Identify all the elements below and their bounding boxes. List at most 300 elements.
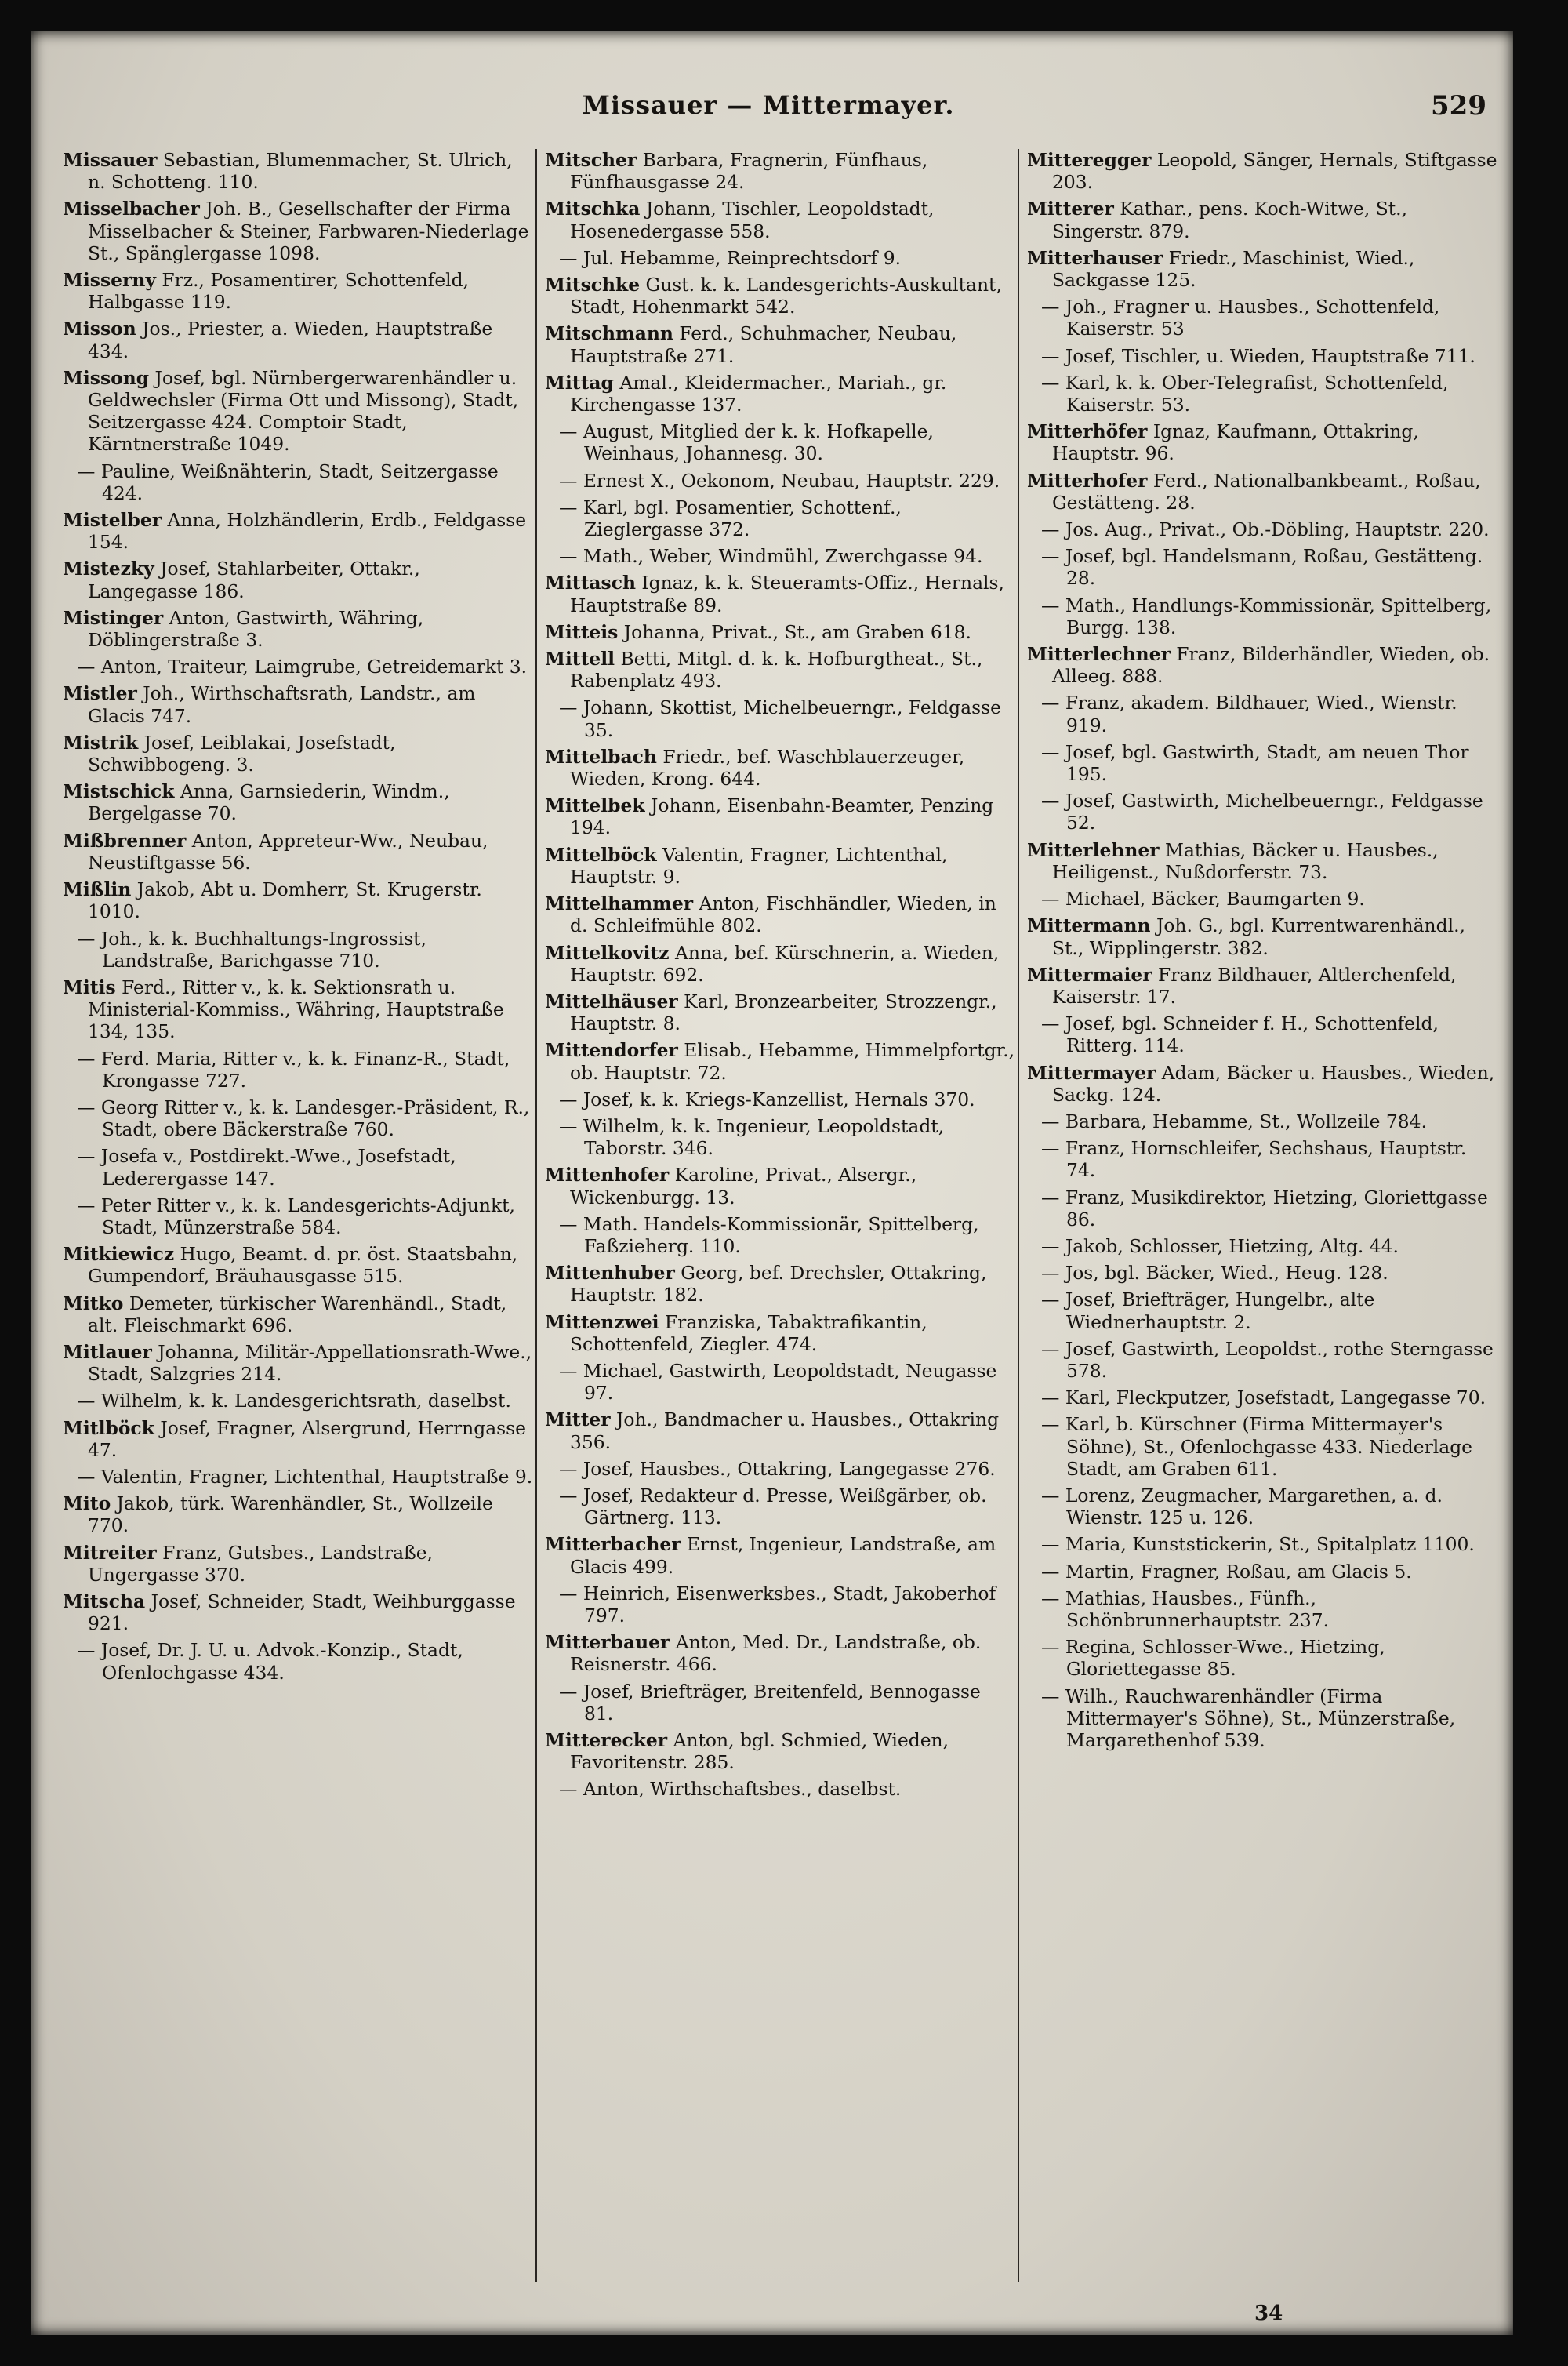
- entry-details: Anton, Fischhändler, Wieden, in d. Schleifmühle 802.: [570, 892, 996, 937]
- directory-entry: [63, 1492, 533, 1536]
- entry-details: Math. Handels-Kommissionär, Spittelberg, Faßzieherg. 110.: [583, 1212, 979, 1257]
- column-middle: [545, 149, 1015, 2193]
- entry-details: Gust. k. k. Landesgerichts-Auskultant, Stadt, Hohenmarkt 542.: [570, 274, 1002, 318]
- entry-details: Anton, Med. Dr., Landstraße, ob. Reisnerstr. 466.: [570, 1631, 982, 1676]
- entry-dash: —: [1041, 1560, 1060, 1583]
- entry-details: Karoline, Privat., Alsergr., Wickenburgg. 13.: [570, 1164, 917, 1208]
- directory-entry: [63, 1466, 533, 1488]
- entry-details: Jakob, Abt u. Domherr, St. Krugerstr. 1010.: [88, 878, 482, 923]
- entry-surname: Mitscher: [545, 149, 637, 171]
- entry-details: Regina, Schlosser-Wwe., Hietzing, Gloriettegasse 85.: [1065, 1636, 1385, 1681]
- directory-entry: [1027, 149, 1497, 193]
- entry-surname: Mittenhofer: [545, 1164, 670, 1187]
- directory-entry: [1027, 345, 1497, 367]
- entry-surname: Mittelhäuser: [545, 990, 678, 1012]
- directory-entry: [1027, 839, 1497, 883]
- entry-details: Adam, Bäcker u. Hausbes., Wieden, Sackg. 124.: [1052, 1061, 1495, 1106]
- directory-entry: [63, 1243, 533, 1287]
- directory-entry: [1027, 790, 1497, 834]
- directory-entry: [545, 1089, 1015, 1110]
- directory-entry: [545, 149, 1015, 193]
- entry-details: Josef, bgl. Nürnbergerwarenhändler u. Geldwechsler (Firma Ott und Missong), Stadt, Seitzergasse 424. Comptoir Stadt, Kärntnerstraße 1049.: [88, 366, 519, 456]
- entry-details: Josef, Briefträger, Hungelbr., alte Wiednerhauptstr. 2.: [1065, 1288, 1375, 1333]
- directory-entry: [63, 1639, 533, 1683]
- entry-details: Friedr., bef. Waschblauerzeuger, Wieden, Krong. 644.: [570, 745, 965, 790]
- directory-entry: [1027, 1110, 1497, 1132]
- directory-entry: [63, 1542, 533, 1586]
- directory-entry: [63, 1417, 533, 1461]
- entry-details: Peter Ritter v., k. k. Landesgerichts-Adjunkt, Stadt, Münzerstraße 584.: [100, 1194, 515, 1238]
- entry-details: Barbara, Hebamme, St., Wollzeile 784.: [1065, 1110, 1428, 1132]
- directory-entry: [1027, 1387, 1497, 1408]
- directory-entry: [1027, 470, 1497, 514]
- entry-details: Georg, bef. Drechsler, Ottakring, Hauptstr. 182.: [570, 1262, 987, 1307]
- entry-details: Josef, Stahlarbeiter, Ottakr., Langegasse 186.: [88, 558, 420, 602]
- entry-details: Karl, k. k. Ober-Telegrafist, Schottenfeld, Kaiserstr. 53.: [1065, 371, 1449, 416]
- entry-surname: Misselbacher: [63, 198, 200, 220]
- entry-details: Martin, Fragner, Roßau, am Glacis 5.: [1065, 1560, 1412, 1583]
- entry-details: Anna, Garnsiederin, Windm., Bergelgasse 70.: [88, 780, 450, 825]
- page-number: 529: [1431, 90, 1486, 122]
- directory-entry: [545, 496, 1015, 540]
- entry-details: Ernst, Ingenieur, Landstraße, am Glacis 499.: [570, 1533, 996, 1578]
- directory-entry: [63, 1590, 533, 1634]
- entry-details: Anton, Wirthschaftsbes., daselbst.: [583, 1778, 902, 1801]
- directory-entry: [63, 318, 533, 362]
- directory-entry: [63, 928, 533, 972]
- entry-dash: —: [1041, 296, 1060, 318]
- entry-surname: Missauer: [63, 149, 158, 171]
- directory-entry: [63, 367, 533, 456]
- entry-details: Betti, Mitgl. d. k. k. Hofburgtheat., St., Rabenplatz 493.: [570, 648, 983, 692]
- entry-details: Karl, Fleckputzer, Josefstadt, Langegasse 70.: [1065, 1387, 1486, 1409]
- entry-surname: Mistezky: [63, 558, 154, 580]
- entry-dash: —: [559, 1582, 578, 1605]
- entry-surname: Mitterlehner: [1027, 838, 1160, 861]
- entry-surname: Mitterhöfer: [1027, 420, 1148, 443]
- entry-details: Josef, bgl. Handelsmann, Roßau, Gestätteng. 28.: [1065, 545, 1483, 590]
- entry-surname: Mißlin: [63, 878, 132, 901]
- entry-details: Josef, Schneider, Stadt, Weihburggasse 921.: [88, 1590, 516, 1635]
- entry-dash: —: [1041, 1110, 1060, 1132]
- entry-details: Franz, Gutsbes., Landstraße, Ungergasse 370.: [88, 1541, 433, 1586]
- entry-dash: —: [77, 1047, 96, 1070]
- directory-entry: [63, 1390, 533, 1412]
- entry-dash: —: [1041, 1012, 1060, 1035]
- entry-details: Michael, Bäcker, Baumgarten 9.: [1065, 888, 1365, 910]
- directory-page: [31, 31, 1513, 2335]
- entry-surname: Mitreiter: [63, 1541, 157, 1564]
- directory-entry: [545, 247, 1015, 269]
- directory-entry: [545, 545, 1015, 567]
- entry-details: Joh. B., Gesellschafter der Firma Misselbacher & Steiner, Farbwaren-Niederlage St., Spänglergasse 1098.: [88, 198, 529, 264]
- entry-dash: —: [1041, 740, 1060, 763]
- entry-details: Anna, Holzhändlerin, Erdb., Feldgasse 154.: [88, 509, 527, 554]
- entry-details: Elisab., Hebamme, Himmelpfortgr., ob. Hauptstr. 72.: [570, 1039, 1015, 1084]
- entry-dash: —: [1041, 1685, 1060, 1707]
- entry-details: Friedr., Maschinist, Wied., Sackgasse 125.: [1052, 246, 1415, 292]
- entry-details: Johann, Tischler, Leopoldstadt, Hosenedergasse 558.: [570, 198, 935, 242]
- entry-surname: Mitterbauer: [545, 1631, 670, 1654]
- entry-details: Wilh., Rauchwarenhändler (Firma Mittermayer's Söhne), St., Münzerstraße, Margarethenhof 539.: [1065, 1685, 1456, 1751]
- directory-entry: [1027, 518, 1497, 540]
- directory-entry: [63, 198, 533, 264]
- directory-entry: [63, 976, 533, 1043]
- directory-entry: [1027, 1533, 1497, 1555]
- entry-details: Franz, Hornschleifer, Sechshaus, Hauptstr. 74.: [1065, 1137, 1467, 1182]
- directory-entry: [1027, 914, 1497, 958]
- directory-entry: [545, 746, 1015, 790]
- entry-dash: —: [559, 1778, 578, 1801]
- entry-dash: —: [77, 1465, 96, 1488]
- entry-dash: —: [1041, 1636, 1060, 1659]
- directory-entry: [63, 1048, 533, 1092]
- directory-entry: [1027, 296, 1497, 340]
- directory-entry: [63, 1292, 533, 1336]
- directory-entry: [1027, 1485, 1497, 1528]
- entry-dash: —: [559, 1088, 578, 1110]
- directory-entry: [63, 1194, 533, 1238]
- entry-dash: —: [1041, 1137, 1060, 1160]
- entry-details: Amal., Kleidermacher., Mariah., gr. Kirchengasse 137.: [570, 371, 947, 416]
- entry-details: August, Mitglied der k. k. Hofkapelle, Weinhaus, Johannesg. 30.: [583, 420, 934, 465]
- directory-entry: [1027, 1235, 1497, 1257]
- entry-details: Jos., Priester, a. Wieden, Hauptstraße 434.: [88, 318, 493, 362]
- entry-surname: Mitlauer: [63, 1340, 152, 1363]
- entry-details: Kathar., pens. Koch-Witwe, St., Singerstr. 879.: [1052, 198, 1408, 242]
- sheet-signature: 34: [1254, 2302, 1283, 2325]
- directory-entry: [1027, 198, 1497, 242]
- directory-entry: [63, 682, 533, 726]
- directory-entry: [1027, 594, 1497, 638]
- entry-surname: Mitis: [63, 976, 116, 998]
- directory-entry: [545, 1213, 1015, 1257]
- entry-dash: —: [1041, 1262, 1060, 1285]
- entry-dash: —: [559, 1484, 578, 1506]
- entry-surname: Mittasch: [545, 572, 636, 594]
- entry-dash: —: [1041, 1234, 1060, 1257]
- directory-entry: [1027, 1338, 1497, 1382]
- directory-entry: [1027, 247, 1497, 291]
- entry-surname: Missong: [63, 366, 150, 389]
- directory-entry: [545, 1583, 1015, 1626]
- entry-surname: Mittell: [545, 648, 615, 671]
- entry-details: Anton, bgl. Schmied, Wieden, Favoritenstr. 285.: [570, 1729, 949, 1774]
- entry-details: Wilhelm, k. k. Landesgerichtsrath, daselbst.: [100, 1390, 511, 1412]
- entry-dash: —: [1041, 790, 1060, 812]
- directory-entry: [63, 1096, 533, 1140]
- entry-details: Wilhelm, k. k. Ingenieur, Leopoldstadt, Taborstr. 346.: [583, 1114, 945, 1160]
- entry-details: Lorenz, Zeugmacher, Margarethen, a. d. Wienstr. 125 u. 126.: [1065, 1484, 1443, 1529]
- entry-surname: Mitterhofer: [1027, 469, 1148, 492]
- entry-surname: Mitko: [63, 1292, 124, 1314]
- directory-entry: [63, 607, 533, 651]
- entry-details: Josef, Redakteur d. Presse, Weißgärber, ob. Gärtnerg. 113.: [583, 1484, 987, 1529]
- directory-entry: [545, 470, 1015, 492]
- entry-details: Anton, Appreteur-Ww., Neubau, Neustiftgasse 56.: [88, 829, 488, 874]
- entry-surname: Mittag: [545, 371, 614, 394]
- column-divider: [535, 149, 537, 2282]
- entry-details: Jos, bgl. Bäcker, Wied., Heug. 128.: [1065, 1262, 1388, 1285]
- entry-details: Josef, Gastwirth, Leopoldst., rothe Sterngasse 578.: [1065, 1337, 1494, 1382]
- entry-details: Johanna, Privat., St., am Graben 618.: [623, 620, 971, 643]
- entry-details: Karl, Bronzearbeiter, Strozzengr., Hauptstr. 8.: [570, 990, 997, 1035]
- directory-entry: [545, 572, 1015, 616]
- entry-surname: Mitkiewicz: [63, 1243, 175, 1266]
- directory-entry: [63, 732, 533, 776]
- entry-dash: —: [1041, 1337, 1060, 1360]
- directory-entry: [545, 1485, 1015, 1528]
- entry-details: Joh., Wirthschaftsrath, Landstr., am Glacis 747.: [88, 682, 476, 727]
- entry-surname: Mitterer: [1027, 198, 1114, 220]
- entry-surname: Mittelhammer: [545, 892, 694, 915]
- entry-details: Josef, Leiblakai, Josefstadt, Schwibbogeng. 3.: [88, 731, 396, 776]
- entry-details: Jakob, türk. Warenhändler, St., Wollzeile 770.: [88, 1492, 493, 1537]
- entry-details: Sebastian, Blumenmacher, St. Ulrich, n. Schotteng. 110.: [88, 149, 513, 194]
- directory-entry: [545, 322, 1015, 366]
- directory-entry: [1027, 1587, 1497, 1631]
- directory-entry: [545, 1311, 1015, 1355]
- entry-details: Georg Ritter v., k. k. Landesger.-Präsident, R., Stadt, obere Bäckerstraße 760.: [100, 1096, 530, 1141]
- entry-details: Anton, Traiteur, Laimgrube, Getreidemarkt 3.: [100, 656, 528, 678]
- entry-dash: —: [559, 696, 578, 719]
- entry-surname: Mittendorfer: [545, 1039, 678, 1062]
- directory-entry: [545, 1533, 1015, 1577]
- entry-details: Mathias, Hausbes., Fünfh., Schönbrunnerhauptstr. 237.: [1065, 1586, 1330, 1631]
- entry-dash: —: [77, 927, 96, 950]
- entry-details: Mathias, Bäcker u. Hausbes., Heiligenst., Nußdorferstr. 73.: [1052, 838, 1439, 883]
- entry-surname: Mitschka: [545, 198, 641, 220]
- entry-details: Josef, Gastwirth, Michelbeuerngr., Feldgasse 52.: [1065, 790, 1483, 834]
- entry-details: Jul. Hebamme, Reinprechtsdorf 9.: [583, 246, 902, 269]
- entry-details: Franz Bildhauer, Altlerchenfeld, Kaiserstr. 17.: [1052, 963, 1457, 1008]
- entry-dash: —: [559, 420, 578, 443]
- entry-surname: Mittermann: [1027, 914, 1151, 937]
- entry-details: Josefa v., Postdirekt.-Wwe., Josefstadt, Lederergasse 147.: [100, 1145, 456, 1190]
- entry-dash: —: [1041, 344, 1060, 367]
- entry-details: Johann, Eisenbahn-Beamter, Penzing 194.: [570, 794, 994, 839]
- entry-surname: Mitlböck: [63, 1416, 154, 1439]
- entry-details: Ferd. Maria, Ritter v., k. k. Finanz-R., Stadt, Krongasse 727.: [100, 1047, 510, 1092]
- directory-entry: [1027, 1012, 1497, 1056]
- entry-details: Joh., k. k. Buchhaltungs-Ingrossist, Landstraße, Barichgasse 710.: [100, 927, 426, 972]
- directory-entry: [1027, 1062, 1497, 1106]
- entry-details: Valentin, Fragner, Lichtenthal, Hauptstr. 9.: [570, 843, 948, 888]
- directory-entry: [1027, 545, 1497, 589]
- entry-surname: Mittermayer: [1027, 1061, 1156, 1084]
- entry-details: Ignaz, Kaufmann, Ottakring, Hauptstr. 96.: [1052, 420, 1419, 465]
- entry-dash: —: [1041, 594, 1060, 616]
- entry-dash: —: [1041, 1186, 1060, 1208]
- directory-entry: [545, 1039, 1015, 1083]
- directory-entry: [1027, 420, 1497, 464]
- directory-entry: [1027, 1561, 1497, 1583]
- entry-details: Ernest X., Oekonom, Neubau, Hauptstr. 229.: [583, 469, 1000, 492]
- entry-surname: Mittelböck: [545, 843, 657, 866]
- entry-dash: —: [77, 1194, 96, 1216]
- entry-dash: —: [77, 1145, 96, 1168]
- entry-dash: —: [1041, 1533, 1060, 1556]
- entry-dash: —: [77, 1639, 96, 1662]
- entry-dash: —: [1041, 1484, 1060, 1506]
- entry-surname: Mittelbek: [545, 794, 645, 817]
- entry-dash: —: [559, 469, 578, 492]
- directory-entry: [545, 1631, 1015, 1675]
- entry-details: Hugo, Beamt. d. pr. öst. Staatsbahn, Gumpendorf, Bräuhausgasse 515.: [88, 1243, 518, 1288]
- directory-entry: [63, 830, 533, 874]
- entry-surname: Mittenzwei: [545, 1310, 659, 1333]
- directory-entry: [1027, 1262, 1497, 1284]
- directory-entry: [545, 844, 1015, 888]
- entry-details: Michael, Gastwirth, Leopoldstadt, Neugasse 97.: [583, 1359, 997, 1405]
- entry-details: Joh., Bandmacher u. Hausbes., Ottakring 356.: [570, 1408, 1000, 1453]
- entry-details: Josef, bgl. Gastwirth, Stadt, am neuen Thor 195.: [1065, 740, 1469, 786]
- directory-entry: [545, 1729, 1015, 1773]
- entry-surname: Mitterbacher: [545, 1533, 681, 1556]
- entry-details: Ferd., Ritter v., k. k. Sektionsrath u. Ministerial-Kommiss., Währing, Hauptstraße 134, 135.: [88, 976, 504, 1043]
- entry-details: Anna, bef. Kürschnerin, a. Wieden, Hauptstr. 692.: [570, 941, 1000, 986]
- entry-dash: —: [559, 545, 578, 568]
- entry-details: Ignaz, k. k. Steueramts-Offiz., Hernals, Hauptstraße 89.: [570, 572, 1004, 616]
- column-divider: [1018, 149, 1019, 2282]
- directory-entry: [1027, 372, 1497, 416]
- entry-surname: Mitterlechner: [1027, 643, 1171, 666]
- column-right: [1027, 149, 1497, 2193]
- entry-details: Leopold, Sänger, Hernals, Stiftgasse 203.: [1052, 149, 1497, 194]
- entry-dash: —: [559, 1457, 578, 1480]
- directory-entry: [1027, 888, 1497, 910]
- entry-details: Demeter, türkischer Warenhändl., Stadt, alt. Fleischmarkt 696.: [88, 1292, 507, 1336]
- entry-details: Josef, bgl. Schneider f. H., Schottenfeld, Ritterg. 114.: [1065, 1012, 1439, 1057]
- directory-entry: [545, 696, 1015, 740]
- entry-details: Joh. G., bgl. Kurrentwarenhändl., St., Wipplingerstr. 382.: [1052, 914, 1465, 959]
- directory-entry: [545, 1681, 1015, 1725]
- entry-surname: Mito: [63, 1492, 111, 1515]
- entry-surname: Mitterhauser: [1027, 246, 1163, 269]
- entry-surname: Misson: [63, 318, 136, 340]
- directory-entry: [545, 1164, 1015, 1208]
- directory-entry: [63, 509, 533, 553]
- entry-details: Josef, Briefträger, Breitenfeld, Bennogasse 81.: [583, 1680, 981, 1725]
- entry-surname: Mitschmann: [545, 322, 673, 345]
- entry-surname: Mitteis: [545, 620, 619, 643]
- directory-entry: [1027, 1413, 1497, 1480]
- entry-surname: Mistler: [63, 682, 137, 705]
- entry-surname: Mitteregger: [1027, 149, 1152, 171]
- entry-details: Josef, Dr. J. U. u. Advok.-Konzip., Stadt, Ofenlochgasse 434.: [100, 1639, 463, 1684]
- directory-entry: [63, 149, 533, 193]
- entry-surname: Mitterecker: [545, 1729, 668, 1751]
- entry-details: Jakob, Schlosser, Hietzing, Altg. 44.: [1065, 1234, 1399, 1257]
- entry-details: Franziska, Tabaktrafikantin, Schottenfeld, Ziegler. 474.: [570, 1310, 927, 1355]
- running-title: Missauer — Mittermayer.: [582, 90, 955, 120]
- entry-surname: Mistinger: [63, 606, 164, 629]
- directory-entry: [63, 460, 533, 504]
- directory-entry: [1027, 1636, 1497, 1680]
- directory-entry: [545, 1360, 1015, 1404]
- directory-entry: [63, 1145, 533, 1189]
- entry-surname: Mittenhuber: [545, 1262, 675, 1285]
- directory-entry: [545, 794, 1015, 838]
- entry-details: Joh., Fragner u. Hausbes., Schottenfeld, Kaiserstr. 53: [1065, 296, 1440, 340]
- directory-entry: [545, 372, 1015, 416]
- entry-surname: Misserny: [63, 269, 156, 292]
- entry-surname: Mißbrenner: [63, 829, 187, 852]
- directory-entry: [545, 1262, 1015, 1306]
- entry-details: Josef, k. k. Kriegs-Kanzellist, Hernals 370.: [583, 1088, 975, 1110]
- entry-details: Franz, Musikdirektor, Hietzing, Gloriettgasse 86.: [1065, 1186, 1488, 1230]
- directory-entry: [1027, 964, 1497, 1008]
- entry-surname: Mistelber: [63, 509, 162, 532]
- entry-details: Frz., Posamentirer, Schottenfeld, Halbgasse 119.: [88, 269, 470, 314]
- directory-entry: [63, 269, 533, 313]
- entry-details: Ferd., Nationalbankbeamt., Roßau, Gestätteng. 28.: [1052, 469, 1481, 514]
- directory-entry: [545, 1408, 1015, 1452]
- entry-details: Josef, Fragner, Alsergrund, Herrngasse 47.: [88, 1416, 526, 1461]
- entry-dash: —: [77, 1390, 96, 1412]
- entry-details: Karl, bgl. Posamentier, Schottenf., Zieglergasse 372.: [583, 496, 902, 541]
- entry-dash: —: [559, 1359, 578, 1382]
- entry-dash: —: [1041, 1413, 1060, 1436]
- page-header: [47, 90, 1490, 137]
- directory-entry: [1027, 741, 1497, 785]
- directory-entry: [545, 892, 1015, 936]
- entry-details: Heinrich, Eisenwerksbes., Stadt, Jakoberhof 797.: [583, 1582, 996, 1626]
- directory-entry: [545, 274, 1015, 318]
- entry-details: Pauline, Weißnähterin, Stadt, Seitzergasse 424.: [100, 460, 499, 504]
- directory-entry: [545, 990, 1015, 1034]
- entry-dash: —: [77, 1096, 96, 1118]
- entry-details: Jos. Aug., Privat., Ob.-Döbling, Hauptstr. 220.: [1065, 518, 1490, 541]
- directory-entry: [545, 198, 1015, 242]
- directory-entry: [1027, 1685, 1497, 1752]
- entry-dash: —: [1041, 1586, 1060, 1609]
- directory-entry: [63, 558, 533, 601]
- entry-dash: —: [1041, 371, 1060, 394]
- directory-entry: [545, 648, 1015, 692]
- entry-details: Josef, Hausbes., Ottakring, Langegasse 276.: [583, 1457, 996, 1480]
- directory-entry: [545, 420, 1015, 464]
- column-left: [63, 149, 533, 2193]
- entry-details: Johann, Skottist, Michelbeuerngr., Feldgasse 35.: [583, 696, 1001, 741]
- entry-dash: —: [1041, 1288, 1060, 1311]
- entry-surname: Mitter: [545, 1408, 611, 1431]
- entry-details: Johanna, Militär-Appellationsrath-Wwe., Stadt, Salzgries 214.: [88, 1340, 532, 1386]
- directory-entry: [1027, 1288, 1497, 1332]
- entry-details: Franz, akadem. Bildhauer, Wied., Wienstr. 919.: [1065, 692, 1457, 736]
- entry-surname: Mistschick: [63, 780, 175, 803]
- directory-entry: [545, 1458, 1015, 1480]
- directory-entry: [63, 1341, 533, 1385]
- entry-details: Anton, Gastwirth, Währing, Döblingerstraße 3.: [88, 606, 424, 652]
- entry-surname: Mittermaier: [1027, 963, 1152, 986]
- entry-dash: —: [1041, 518, 1060, 541]
- entry-dash: —: [559, 1212, 578, 1235]
- directory-entry: [1027, 692, 1497, 736]
- entry-details: Math., Weber, Windmühl, Zwerchgasse 94.: [583, 545, 983, 568]
- entry-dash: —: [1041, 692, 1060, 714]
- entry-details: Ferd., Schuhmacher, Neubau, Hauptstraße 271.: [570, 322, 957, 367]
- entry-dash: —: [559, 1680, 578, 1703]
- directory-entry: [545, 1778, 1015, 1800]
- entry-dash: —: [77, 460, 96, 482]
- directory-entry: [63, 780, 533, 824]
- entry-details: Karl, b. Kürschner (Firma Mittermayer's Söhne), St., Ofenlochgasse 433. Niederlage Stadt, am Graben 611.: [1065, 1413, 1473, 1480]
- entry-surname: Mitschke: [545, 274, 641, 296]
- entry-details: Math., Handlungs-Kommissionär, Spittelberg, Burgg. 138.: [1065, 594, 1492, 638]
- entry-dash: —: [1041, 1387, 1060, 1409]
- entry-details: Maria, Kunststickerin, St., Spitalplatz 1100.: [1065, 1533, 1475, 1556]
